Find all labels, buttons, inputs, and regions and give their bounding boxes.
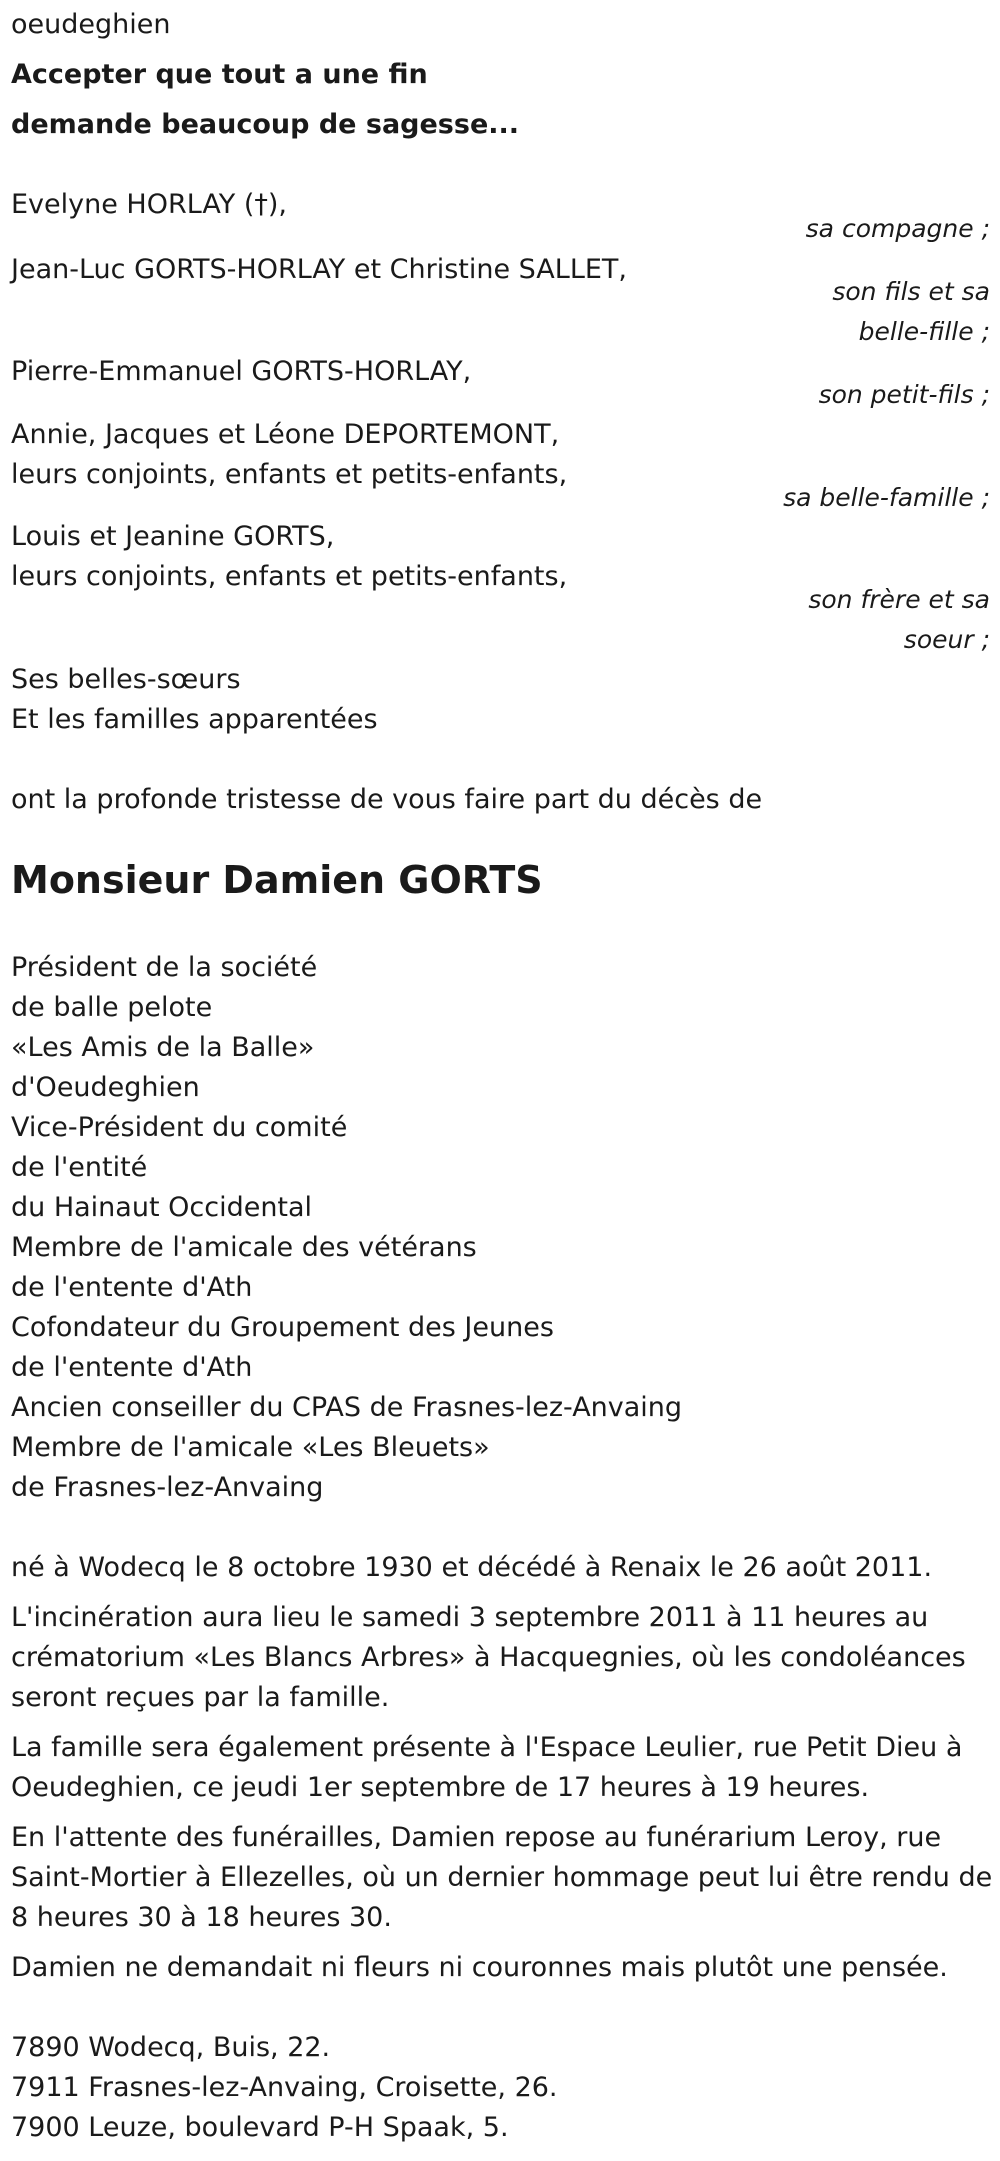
quote-line-1: Accepter que tout a une fin	[11, 59, 428, 90]
title-line: Cofondateur du Groupement des Jeunes	[11, 1312, 554, 1343]
family-member-name: Pierre-Emmanuel GORTS-HORLAY,	[11, 356, 472, 387]
deceased-name: Monsieur Damien GORTS	[11, 858, 543, 902]
detail-line: Oeudeghien, ce jeudi 1er septembre de 17 heures à 19 heures.	[11, 1772, 870, 1803]
family-member-relation: son petit-fils ;	[818, 380, 990, 409]
family-member-name-continued: leurs conjoints, enfants et petits-enfants,	[11, 459, 568, 490]
title-line: d'Oeudeghien	[11, 1072, 200, 1103]
family-member-relation: son fils et sa	[832, 277, 990, 306]
title-line: Président de la société	[11, 952, 318, 983]
family-member-relation: sa belle-famille ;	[783, 483, 990, 512]
location-text: oeudeghien	[11, 9, 171, 40]
detail-line: En l'attente des funérailles, Damien repose au funérarium Leroy, rue	[11, 1822, 942, 1853]
family-member-name: Jean-Luc GORTS-HORLAY et Christine SALLET,	[11, 254, 627, 285]
announcement-text: ont la profonde tristesse de vous faire part du décès de	[11, 784, 763, 815]
title-line: Ancien conseiller du CPAS de Frasnes-lez-Anvaing	[11, 1392, 683, 1423]
detail-line: La famille sera également présente à l'Espace Leulier, rue Petit Dieu à	[11, 1732, 963, 1763]
address-line: 7900 Leuze, boulevard P-H Spaak, 5.	[11, 2112, 509, 2143]
family-member-relation: sa compagne ;	[805, 214, 990, 243]
family-member-relation: belle-fille ;	[858, 317, 990, 346]
title-line: de l'entité	[11, 1152, 148, 1183]
title-line: «Les Amis de la Balle»	[11, 1032, 315, 1063]
family-member-name: Evelyne HORLAY (†),	[11, 189, 288, 220]
family-member-name: Annie, Jacques et Léone DEPORTEMONT,	[11, 419, 560, 450]
detail-line: crématorium «Les Blancs Arbres» à Hacquegnies, où les condoléances	[11, 1642, 966, 1673]
title-line: de l'entente d'Ath	[11, 1272, 253, 1303]
title-line: Membre de l'amicale «Les Bleuets»	[11, 1432, 490, 1463]
detail-line: seront reçues par la famille.	[11, 1682, 390, 1713]
title-line: Membre de l'amicale des vétérans	[11, 1232, 477, 1263]
title-line: du Hainaut Occidental	[11, 1192, 313, 1223]
address-line: 7911 Frasnes-lez-Anvaing, Croisette, 26.	[11, 2072, 558, 2103]
others-line: Ses belles-sœurs	[11, 664, 241, 695]
family-member-relation: son frère et sa	[808, 585, 990, 614]
detail-line: Damien ne demandait ni fleurs ni couronnes mais plutôt une pensée.	[11, 1952, 948, 1983]
family-member-relation: soeur ;	[903, 625, 990, 654]
title-line: de balle pelote	[11, 992, 213, 1023]
family-member-name-continued: leurs conjoints, enfants et petits-enfants,	[11, 561, 568, 592]
title-line: Vice-Président du comité	[11, 1112, 348, 1143]
title-line: de Frasnes-lez-Anvaing	[11, 1472, 324, 1503]
quote-line-2: demande beaucoup de sagesse...	[11, 109, 520, 140]
title-line: de l'entente d'Ath	[11, 1352, 253, 1383]
address-line: 7890 Wodecq, Buis, 22.	[11, 2032, 331, 2063]
detail-line: Saint-Mortier à Ellezelles, où un dernier hommage peut lui être rendu de	[11, 1862, 993, 1893]
detail-line: 8 heures 30 à 18 heures 30.	[11, 1902, 392, 1933]
others-line: Et les familles apparentées	[11, 704, 378, 735]
family-member-name: Louis et Jeanine GORTS,	[11, 521, 335, 552]
detail-line: né à Wodecq le 8 octobre 1930 et décédé à Renaix le 26 août 2011.	[11, 1552, 933, 1583]
detail-line: L'incinération aura lieu le samedi 3 septembre 2011 à 11 heures au	[11, 1602, 929, 1633]
